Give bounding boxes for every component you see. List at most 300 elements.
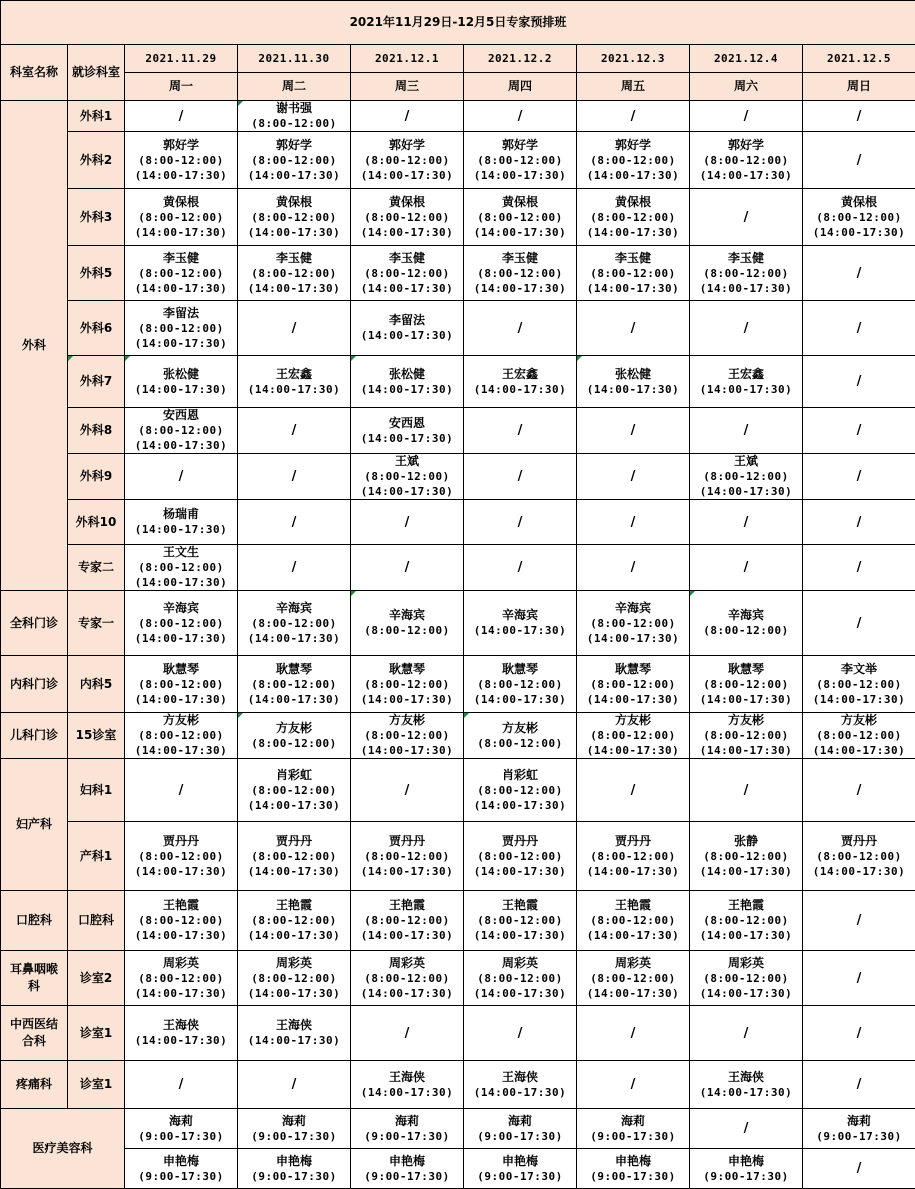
time-range: (8:00-12:00) xyxy=(125,849,237,864)
doctor-slot xyxy=(238,246,351,301)
time-range: (8:00-12:00) xyxy=(351,266,463,281)
time-range: (8:00-12:00) xyxy=(464,849,576,864)
doctor-name: 郭好学 xyxy=(464,138,576,153)
dept-name: 疼痛科 xyxy=(1,1061,68,1109)
doctor-slot xyxy=(464,1109,577,1149)
time-range: (8:00-12:00) xyxy=(238,116,350,131)
time-range: (8:00-12:00) xyxy=(351,153,463,168)
schedule-row xyxy=(1,656,915,713)
doctor-slot xyxy=(464,656,577,713)
time-range: (8:00-12:00) xyxy=(464,913,576,928)
empty-slot xyxy=(690,759,803,822)
clinic-header: 就诊科室 xyxy=(68,45,125,101)
empty-slot xyxy=(577,454,690,500)
empty-slot xyxy=(464,301,577,356)
none-mark: / xyxy=(464,321,576,336)
empty-slot xyxy=(351,1006,464,1061)
doctor-name: 耿慧琴 xyxy=(351,662,463,677)
none-mark: / xyxy=(577,560,689,575)
clinic-name: 口腔科 xyxy=(68,891,125,951)
schedule-row xyxy=(1,500,915,545)
doctor-name: 郭好学 xyxy=(577,138,689,153)
none-mark: / xyxy=(690,1026,802,1041)
time-range: (14:00-17:30) xyxy=(351,281,463,296)
doctor-name: 郭好学 xyxy=(690,138,802,153)
doctor-name: 申艳梅 xyxy=(125,1154,237,1169)
time-range: (14:00-17:30) xyxy=(464,928,576,943)
none-mark: / xyxy=(690,423,802,438)
doctor-slot xyxy=(238,132,351,189)
doctor-name: 杨瑞甫 xyxy=(125,507,237,522)
time-range: (14:00-17:30) xyxy=(238,382,350,397)
time-range: (8:00-12:00) xyxy=(803,728,915,743)
time-range: (14:00-17:30) xyxy=(351,484,463,499)
doctor-name: 方友彬 xyxy=(125,713,237,728)
doctor-name: 王海侠 xyxy=(464,1070,576,1085)
time-range: (8:00-12:00) xyxy=(690,153,802,168)
time-range: (14:00-17:30) xyxy=(577,928,689,943)
time-range: (8:00-12:00) xyxy=(125,616,237,631)
doctor-slot xyxy=(351,1061,464,1109)
schedule-row xyxy=(1,1149,915,1189)
doctor-name: 申艳梅 xyxy=(351,1154,463,1169)
dept-name: 医疗美容科 xyxy=(1,1109,125,1189)
time-range: (8:00-12:00) xyxy=(351,849,463,864)
doctor-slot xyxy=(577,591,690,656)
time-range: (14:00-17:30) xyxy=(351,1085,463,1100)
schedule-row xyxy=(1,713,915,759)
doctor-slot xyxy=(351,356,464,408)
doctor-name: 申艳梅 xyxy=(464,1154,576,1169)
doctor-name: 耿慧琴 xyxy=(125,662,237,677)
time-range: (14:00-17:30) xyxy=(238,1033,350,1048)
doctor-name: 辛海宾 xyxy=(690,608,802,623)
none-mark: / xyxy=(803,1077,915,1092)
doctor-name: 辛海宾 xyxy=(351,608,463,623)
empty-slot xyxy=(803,132,915,189)
none-mark: / xyxy=(690,1121,802,1136)
time-range: (9:00-17:30) xyxy=(464,1129,576,1144)
time-range: (8:00-12:00) xyxy=(464,153,576,168)
clinic-name: 专家二 xyxy=(68,545,125,591)
clinic-name: 外科9 xyxy=(68,454,125,500)
empty-slot xyxy=(803,1149,915,1189)
schedule-row xyxy=(1,591,915,656)
time-range: (14:00-17:30) xyxy=(464,623,576,638)
doctor-name: 王文生 xyxy=(125,545,237,560)
date-header: 2021.11.30 xyxy=(238,45,351,73)
clinic-name: 外科3 xyxy=(68,189,125,246)
doctor-name: 李玉健 xyxy=(464,251,576,266)
time-range: (14:00-17:30) xyxy=(464,864,576,879)
time-range: (8:00-12:00) xyxy=(351,623,463,638)
doctor-slot xyxy=(577,1109,690,1149)
none-mark: / xyxy=(803,783,915,798)
none-mark: / xyxy=(577,783,689,798)
empty-slot xyxy=(238,408,351,454)
none-mark: / xyxy=(803,1026,915,1041)
doctor-slot xyxy=(125,656,238,713)
empty-slot xyxy=(577,545,690,591)
doctor-name: 方友彬 xyxy=(803,713,915,728)
time-range: (8:00-12:00) xyxy=(464,677,576,692)
doctor-slot xyxy=(238,1149,351,1189)
clinic-name: 诊室2 xyxy=(68,951,125,1006)
time-range: (8:00-12:00) xyxy=(238,616,350,631)
doctor-slot xyxy=(464,1061,577,1109)
none-mark: / xyxy=(351,783,463,798)
doctor-slot xyxy=(125,822,238,891)
time-range: (8:00-12:00) xyxy=(125,728,237,743)
doctor-slot xyxy=(125,1006,238,1061)
doctor-slot xyxy=(690,1061,803,1109)
time-range: (8:00-12:00) xyxy=(690,849,802,864)
doctor-name: 贾丹丹 xyxy=(803,834,915,849)
doctor-name: 李玉健 xyxy=(690,251,802,266)
doctor-name: 谢书强 xyxy=(238,101,350,116)
doctor-slot xyxy=(803,656,915,713)
doctor-name: 耿慧琴 xyxy=(690,662,802,677)
doctor-slot xyxy=(238,356,351,408)
doctor-slot xyxy=(238,1006,351,1061)
time-range: (8:00-12:00) xyxy=(464,210,576,225)
time-range: (8:00-12:00) xyxy=(238,736,350,751)
schedule-row xyxy=(1,132,915,189)
doctor-name: 海莉 xyxy=(803,1114,915,1129)
weekday-header: 周五 xyxy=(577,73,690,101)
doctor-slot xyxy=(125,1109,238,1149)
empty-slot xyxy=(238,301,351,356)
doctor-name: 王艳霞 xyxy=(125,898,237,913)
none-mark: / xyxy=(464,423,576,438)
time-range: (14:00-17:30) xyxy=(238,864,350,879)
none-mark: / xyxy=(125,1077,237,1092)
time-range: (8:00-12:00) xyxy=(577,153,689,168)
doctor-slot xyxy=(238,656,351,713)
schedule-row xyxy=(1,189,915,246)
empty-slot xyxy=(803,246,915,301)
doctor-slot xyxy=(125,713,238,759)
doctor-slot xyxy=(125,301,238,356)
doctor-slot xyxy=(351,132,464,189)
doctor-name: 黄保根 xyxy=(577,195,689,210)
schedule-row xyxy=(1,822,915,891)
doctor-slot xyxy=(238,713,351,759)
time-range: (14:00-17:30) xyxy=(238,281,350,296)
doctor-slot xyxy=(351,246,464,301)
doctor-slot xyxy=(690,356,803,408)
doctor-name: 王艳霞 xyxy=(351,898,463,913)
doctor-slot xyxy=(238,1109,351,1149)
doctor-name: 辛海宾 xyxy=(125,601,237,616)
doctor-name: 王宏鑫 xyxy=(690,367,802,382)
time-range: (14:00-17:30) xyxy=(125,692,237,707)
dept-name: 妇产科 xyxy=(1,759,68,891)
doctor-name: 贾丹丹 xyxy=(577,834,689,849)
doctor-slot xyxy=(351,1149,464,1189)
doctor-slot xyxy=(238,101,351,132)
doctor-slot xyxy=(238,591,351,656)
time-range: (9:00-17:30) xyxy=(125,1129,237,1144)
time-range: (8:00-12:00) xyxy=(125,677,237,692)
date-header: 2021.12.2 xyxy=(464,45,577,73)
time-range: (8:00-12:00) xyxy=(351,677,463,692)
doctor-slot xyxy=(464,189,577,246)
none-mark: / xyxy=(577,321,689,336)
doctor-slot xyxy=(351,408,464,454)
doctor-name: 李留法 xyxy=(125,306,237,321)
doctor-name: 王艳霞 xyxy=(464,898,576,913)
time-range: (8:00-12:00) xyxy=(803,677,915,692)
doctor-slot xyxy=(125,591,238,656)
doctor-name: 耿慧琴 xyxy=(238,662,350,677)
none-mark: / xyxy=(803,1161,915,1176)
weekday-header: 周四 xyxy=(464,73,577,101)
time-range: (14:00-17:30) xyxy=(125,281,237,296)
dept-name: 内科门诊 xyxy=(1,656,68,713)
none-mark: / xyxy=(690,210,802,225)
clinic-name: 外科7 xyxy=(68,356,125,408)
doctor-slot xyxy=(351,951,464,1006)
doctor-name: 李玉健 xyxy=(577,251,689,266)
time-range: (8:00-12:00) xyxy=(690,913,802,928)
time-range: (14:00-17:30) xyxy=(464,225,576,240)
doctor-slot xyxy=(351,189,464,246)
doctor-slot xyxy=(464,246,577,301)
time-range: (14:00-17:30) xyxy=(351,328,463,343)
time-range: (8:00-12:00) xyxy=(577,849,689,864)
page-title: 2021年11月29日-12月5日专家预排班 xyxy=(1,1,915,45)
doctor-slot xyxy=(690,656,803,713)
time-range: (14:00-17:30) xyxy=(238,692,350,707)
clinic-name: 诊室1 xyxy=(68,1006,125,1061)
schedule-row xyxy=(1,545,915,591)
time-range: (9:00-17:30) xyxy=(577,1169,689,1184)
empty-slot xyxy=(803,454,915,500)
doctor-name: 王艳霞 xyxy=(238,898,350,913)
empty-slot xyxy=(577,101,690,132)
doctor-name: 方友彬 xyxy=(238,721,350,736)
schedule-row xyxy=(1,951,915,1006)
time-range: (14:00-17:30) xyxy=(125,575,237,590)
date-header: 2021.12.4 xyxy=(690,45,803,73)
doctor-name: 黄保根 xyxy=(464,195,576,210)
time-range: (8:00-12:00) xyxy=(803,210,915,225)
doctor-slot xyxy=(125,132,238,189)
doctor-name: 王斌 xyxy=(351,454,463,469)
doctor-name: 郭好学 xyxy=(351,138,463,153)
empty-slot xyxy=(803,1006,915,1061)
time-range: (14:00-17:30) xyxy=(577,631,689,646)
empty-slot xyxy=(803,1061,915,1109)
doctor-slot xyxy=(125,1149,238,1189)
time-range: (8:00-12:00) xyxy=(125,266,237,281)
time-range: (9:00-17:30) xyxy=(803,1129,915,1144)
dept-name: 耳鼻咽喉科 xyxy=(1,951,68,1006)
doctor-slot xyxy=(125,356,238,408)
time-range: (14:00-17:30) xyxy=(125,522,237,537)
time-range: (14:00-17:30) xyxy=(125,743,237,758)
time-range: (14:00-17:30) xyxy=(125,168,237,183)
time-range: (8:00-12:00) xyxy=(238,913,350,928)
time-range: (8:00-12:00) xyxy=(125,321,237,336)
empty-slot xyxy=(690,1006,803,1061)
doctor-slot xyxy=(577,656,690,713)
none-mark: / xyxy=(690,109,802,124)
clinic-name: 外科1 xyxy=(68,101,125,132)
time-range: (9:00-17:30) xyxy=(238,1129,350,1144)
time-range: (8:00-12:00) xyxy=(125,423,237,438)
doctor-name: 王海侠 xyxy=(238,1018,350,1033)
empty-slot xyxy=(690,301,803,356)
doctor-name: 海莉 xyxy=(577,1114,689,1129)
doctor-slot xyxy=(238,189,351,246)
time-range: (14:00-17:30) xyxy=(464,1085,576,1100)
time-range: (14:00-17:30) xyxy=(577,382,689,397)
time-range: (14:00-17:30) xyxy=(125,336,237,351)
time-range: (8:00-12:00) xyxy=(690,623,802,638)
time-range: (8:00-12:00) xyxy=(577,266,689,281)
doctor-name: 方友彬 xyxy=(351,713,463,728)
empty-slot xyxy=(464,101,577,132)
time-range: (14:00-17:30) xyxy=(577,743,689,758)
doctor-slot xyxy=(238,759,351,822)
empty-slot xyxy=(690,101,803,132)
time-range: (14:00-17:30) xyxy=(803,692,915,707)
doctor-slot xyxy=(803,189,915,246)
doctor-slot xyxy=(238,822,351,891)
time-range: (9:00-17:30) xyxy=(351,1129,463,1144)
doctor-name: 张静 xyxy=(690,834,802,849)
time-range: (14:00-17:30) xyxy=(351,743,463,758)
empty-slot xyxy=(577,759,690,822)
empty-slot xyxy=(125,1061,238,1109)
doctor-slot xyxy=(690,591,803,656)
empty-slot xyxy=(238,545,351,591)
time-range: (8:00-12:00) xyxy=(351,971,463,986)
doctor-name: 黄保根 xyxy=(238,195,350,210)
time-range: (14:00-17:30) xyxy=(690,382,802,397)
doctor-name: 张松健 xyxy=(125,367,237,382)
time-range: (14:00-17:30) xyxy=(690,928,802,943)
time-range: (14:00-17:30) xyxy=(690,281,802,296)
time-range: (8:00-12:00) xyxy=(125,210,237,225)
time-range: (8:00-12:00) xyxy=(464,266,576,281)
empty-slot xyxy=(803,301,915,356)
empty-slot xyxy=(803,500,915,545)
empty-slot xyxy=(803,101,915,132)
time-range: (14:00-17:30) xyxy=(125,986,237,1001)
doctor-slot xyxy=(577,132,690,189)
doctor-slot xyxy=(464,822,577,891)
doctor-name: 王艳霞 xyxy=(577,898,689,913)
none-mark: / xyxy=(351,1026,463,1041)
time-range: (14:00-17:30) xyxy=(464,382,576,397)
doctor-name: 周彩英 xyxy=(690,956,802,971)
doctor-slot xyxy=(125,500,238,545)
schedule-row xyxy=(1,1006,915,1061)
time-range: (8:00-12:00) xyxy=(351,210,463,225)
doctor-slot xyxy=(464,591,577,656)
empty-slot xyxy=(577,1061,690,1109)
schedule-row xyxy=(1,891,915,951)
time-range: (14:00-17:30) xyxy=(125,631,237,646)
none-mark: / xyxy=(351,109,463,124)
none-mark: / xyxy=(464,560,576,575)
empty-slot xyxy=(464,545,577,591)
doctor-name: 海莉 xyxy=(464,1114,576,1129)
doctor-name: 李文举 xyxy=(803,662,915,677)
time-range: (8:00-12:00) xyxy=(577,616,689,631)
time-range: (14:00-17:30) xyxy=(464,281,576,296)
time-range: (8:00-12:00) xyxy=(690,728,802,743)
doctor-name: 李玉健 xyxy=(351,251,463,266)
none-mark: / xyxy=(803,616,915,631)
time-range: (14:00-17:30) xyxy=(238,928,350,943)
doctor-name: 王斌 xyxy=(690,454,802,469)
time-range: (14:00-17:30) xyxy=(577,281,689,296)
doctor-slot xyxy=(125,189,238,246)
time-range: (14:00-17:30) xyxy=(803,225,915,240)
none-mark: / xyxy=(803,109,915,124)
doctor-slot xyxy=(464,891,577,951)
clinic-name: 专家一 xyxy=(68,591,125,656)
none-mark: / xyxy=(690,560,802,575)
doctor-slot xyxy=(351,591,464,656)
empty-slot xyxy=(351,101,464,132)
time-range: (14:00-17:30) xyxy=(577,986,689,1001)
empty-slot xyxy=(690,189,803,246)
time-range: (8:00-12:00) xyxy=(238,153,350,168)
time-range: (8:00-12:00) xyxy=(125,560,237,575)
empty-slot xyxy=(577,301,690,356)
schedule-row xyxy=(1,301,915,356)
time-range: (14:00-17:30) xyxy=(351,431,463,446)
empty-slot xyxy=(803,591,915,656)
doctor-name: 方友彬 xyxy=(577,713,689,728)
doctor-name: 贾丹丹 xyxy=(238,834,350,849)
time-range: (14:00-17:30) xyxy=(238,986,350,1001)
none-mark: / xyxy=(125,109,237,124)
doctor-slot xyxy=(351,713,464,759)
doctor-slot xyxy=(577,951,690,1006)
none-mark: / xyxy=(238,515,350,530)
doctor-name: 申艳梅 xyxy=(690,1154,802,1169)
doctor-name: 张松健 xyxy=(577,367,689,382)
time-range: (14:00-17:30) xyxy=(351,986,463,1001)
none-mark: / xyxy=(577,1077,689,1092)
doctor-name: 黄保根 xyxy=(351,195,463,210)
time-range: (8:00-12:00) xyxy=(577,210,689,225)
date-header: 2021.12.5 xyxy=(803,45,915,73)
dept-name: 外科 xyxy=(1,101,68,591)
doctor-name: 王海侠 xyxy=(351,1070,463,1085)
empty-slot xyxy=(238,500,351,545)
none-mark: / xyxy=(690,783,802,798)
doctor-name: 安西恩 xyxy=(351,416,463,431)
doctor-name: 申艳梅 xyxy=(238,1154,350,1169)
empty-slot xyxy=(351,500,464,545)
time-range: (14:00-17:30) xyxy=(690,743,802,758)
dept-name: 口腔科 xyxy=(1,891,68,951)
empty-slot xyxy=(803,759,915,822)
time-range: (14:00-17:30) xyxy=(125,928,237,943)
clinic-name: 外科2 xyxy=(68,132,125,189)
doctor-slot xyxy=(238,951,351,1006)
empty-slot xyxy=(464,500,577,545)
empty-slot xyxy=(238,454,351,500)
time-range: (14:00-17:30) xyxy=(577,864,689,879)
